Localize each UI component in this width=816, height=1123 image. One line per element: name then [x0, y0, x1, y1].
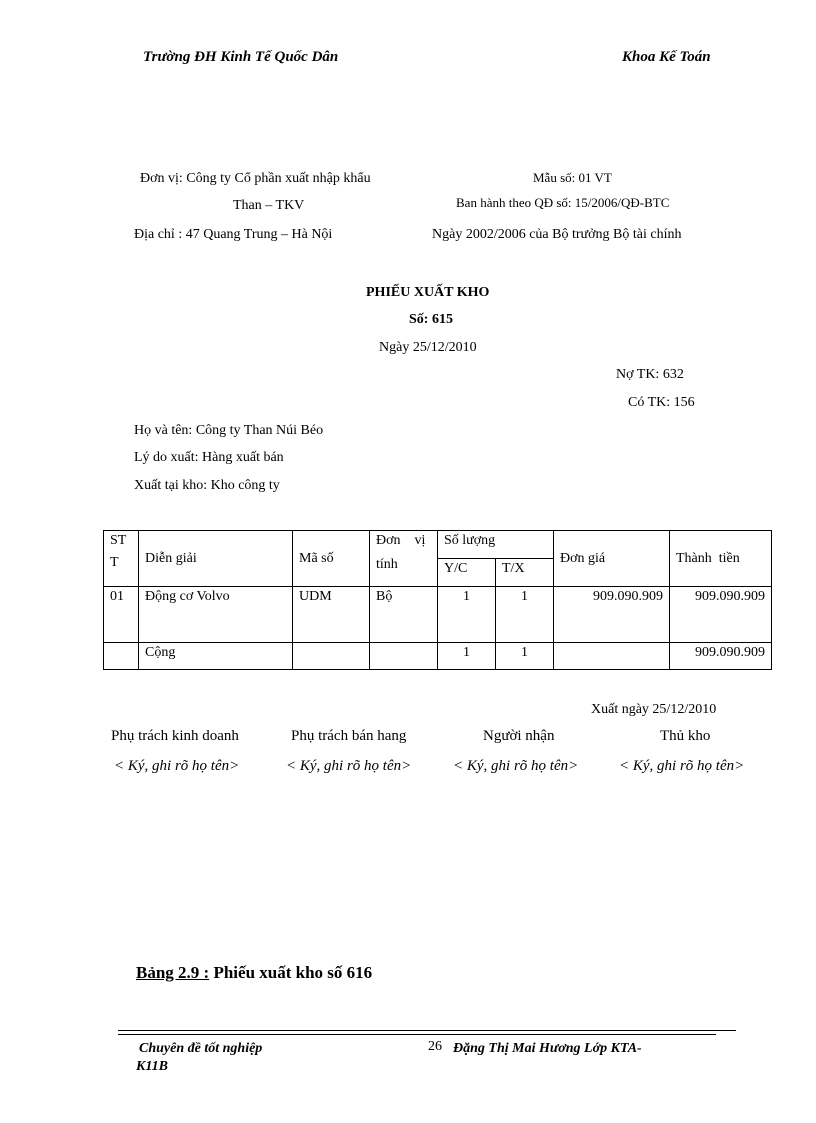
unit-address: Địa chỉ : 47 Quang Trung – Hà Nội [134, 227, 333, 242]
form-issued-by: Ban hành theo QĐ số: 15/2006/QĐ-BTC [456, 195, 670, 210]
unit-name-line2: Than – TKV [233, 198, 305, 213]
form-issued-date: Ngày 2002/2006 của Bộ trưởng Bộ tài chính [432, 227, 682, 242]
header-qty-requested: Y/C [438, 559, 496, 587]
header-unit-line1: Đơn vị [376, 533, 426, 548]
sig-note-business: < Ký, ghi rõ họ tên> [114, 758, 240, 774]
cell-code: UDM [293, 587, 370, 643]
total-label: Cộng [139, 643, 293, 670]
header-unit-line2: tính [376, 557, 398, 572]
total-price-empty [554, 643, 670, 670]
sig-title-storekeeper: Thủ kho [660, 728, 711, 744]
total-qty-actual: 1 [496, 643, 554, 670]
header-stt-line2: T [110, 555, 119, 570]
header-school: Trường ĐH Kinh Tế Quốc Dân [143, 49, 339, 65]
items-table [103, 530, 772, 670]
sig-note-sales: < Ký, ghi rõ họ tên> [286, 758, 412, 774]
header-stt [104, 531, 139, 587]
caption-text: Phiếu xuất kho số 616 [209, 963, 373, 982]
sig-note-receiver: < Ký, ghi rõ họ tên> [453, 758, 579, 774]
header-description: Diễn giải [139, 531, 293, 587]
unit-name-line1: Đơn vị: Công ty Cổ phần xuất nhập khẩu [140, 171, 371, 186]
header-amount: Thành tiền [670, 531, 772, 587]
header-faculty: Khoa Kế Toán [622, 49, 711, 65]
sig-title-sales: Phụ trách bán hang [291, 728, 407, 744]
total-qty-requested: 1 [438, 643, 496, 670]
header-unit-price: Đơn giá [554, 531, 670, 587]
table-row [104, 587, 772, 643]
caption-label: Bảng 2.9 : [136, 963, 210, 982]
footer-rule-top [118, 1030, 736, 1031]
total-amount: 909.090.909 [670, 643, 772, 670]
table-caption [136, 963, 372, 983]
footer-class: K11B [136, 1059, 168, 1074]
header-quantity: Số lượng [438, 531, 554, 559]
header-unit [370, 531, 438, 587]
cell-unit: Bộ [370, 587, 438, 643]
issue-reason: Lý do xuất: Hàng xuất bán [134, 450, 284, 465]
footer-author: Đặng Thị Mai Hương Lớp KTA- [453, 1041, 642, 1056]
voucher-number: Số: 615 [409, 312, 453, 327]
cell-description: Động cơ Volvo [139, 587, 293, 643]
warehouse: Xuất tại kho: Kho công ty [134, 478, 280, 493]
cell-stt: 01 [104, 587, 139, 643]
sig-note-storekeeper: < Ký, ghi rõ họ tên> [619, 758, 745, 774]
table-total-row [104, 643, 772, 670]
voucher-date: Ngày 25/12/2010 [379, 340, 477, 355]
form-number: Mẫu số: 01 VT [533, 170, 612, 185]
signature-date: Xuất ngày 25/12/2010 [591, 702, 717, 717]
sig-title-business: Phụ trách kinh doanh [111, 728, 239, 744]
total-unit-empty [370, 643, 438, 670]
page-number: 26 [428, 1039, 442, 1054]
table-header-row [104, 531, 772, 559]
cell-qty-actual: 1 [496, 587, 554, 643]
recipient-name: Họ và tên: Công ty Than Núi Béo [134, 423, 324, 438]
header-stt-line1: ST [110, 533, 127, 548]
cell-unit-price: 909.090.909 [554, 587, 670, 643]
total-code-empty [293, 643, 370, 670]
total-stt-empty [104, 643, 139, 670]
footer-thesis: Chuyên đề tốt nghiệp [139, 1041, 263, 1056]
header-code: Mã số [293, 531, 370, 587]
footer-rule-bottom [118, 1034, 716, 1035]
credit-account: Có TK: 156 [628, 395, 695, 410]
cell-amount: 909.090.909 [670, 587, 772, 643]
cell-qty-requested: 1 [438, 587, 496, 643]
voucher-title: PHIẾU XUẤT KHO [366, 285, 490, 300]
header-qty-actual: T/X [496, 559, 554, 587]
debit-account: Nợ TK: 632 [616, 367, 684, 382]
sig-title-receiver: Người nhận [483, 728, 555, 744]
